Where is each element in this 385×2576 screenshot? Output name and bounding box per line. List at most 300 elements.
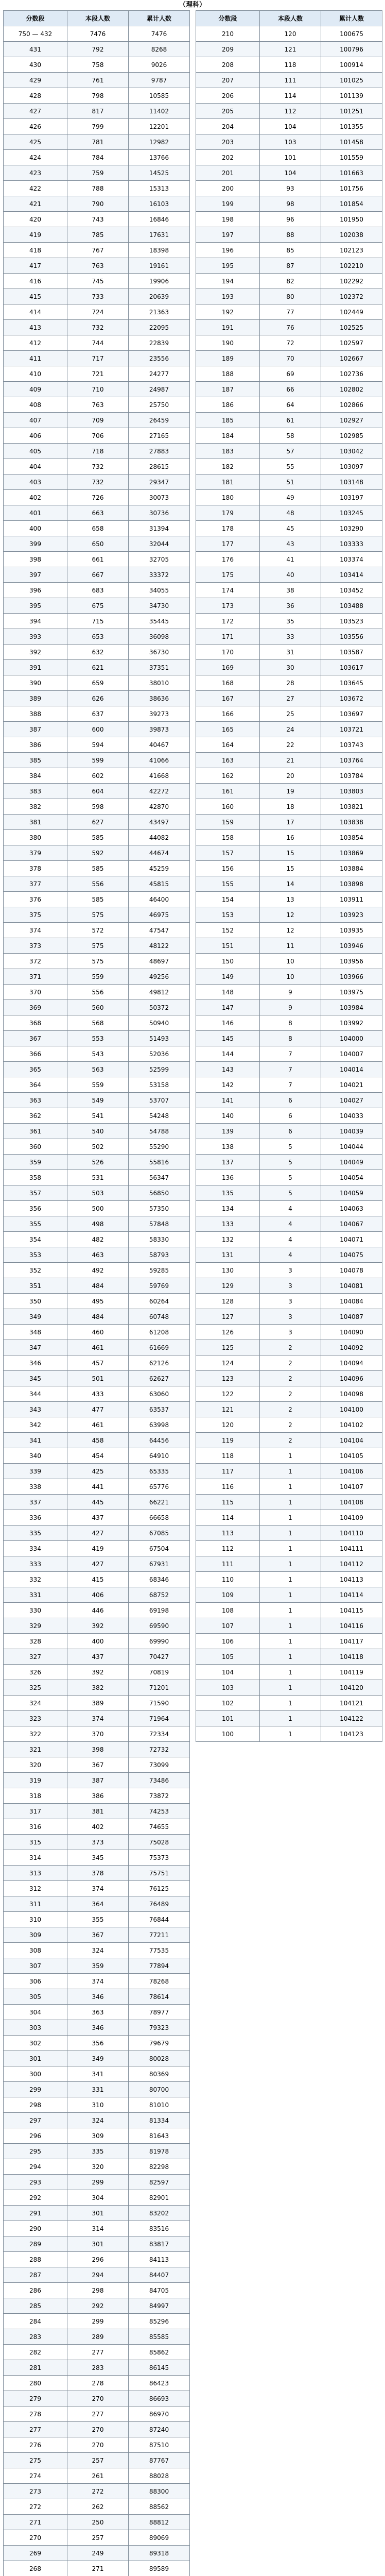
- segment-count-cell: 2: [260, 1340, 321, 1355]
- score-cell: 272: [4, 2499, 67, 2515]
- segment-count-cell: 82: [260, 274, 321, 289]
- score-cell: 366: [4, 1046, 67, 1062]
- cumulative-count-cell: 103975: [321, 985, 382, 1000]
- segment-count-cell: 261: [67, 2468, 129, 2484]
- cumulative-count-cell: 9026: [129, 57, 190, 73]
- score-cell: 348: [4, 1325, 67, 1340]
- cumulative-count-cell: 71590: [129, 1696, 190, 1711]
- cumulative-count-cell: 43497: [129, 815, 190, 830]
- score-cell: 429: [4, 73, 67, 88]
- score-cell: 297: [4, 2113, 67, 2128]
- table-row: [196, 876, 382, 892]
- table-row: [196, 397, 382, 413]
- cumulative-count-cell: 80369: [129, 2066, 190, 2082]
- segment-count-cell: 301: [67, 2206, 129, 2221]
- header-cumulative-count: 累计人数: [321, 11, 382, 26]
- score-cell: 405: [4, 444, 67, 459]
- table-row: [4, 1556, 190, 1572]
- table-row: [4, 1927, 190, 1943]
- table-row: [4, 2329, 190, 2345]
- table-row: [196, 954, 382, 969]
- segment-count-cell: 370: [67, 1726, 129, 1742]
- score-cell: 347: [4, 1340, 67, 1355]
- score-cell: 299: [4, 2082, 67, 2097]
- table-row: [4, 1479, 190, 1495]
- segment-count-cell: 798: [67, 88, 129, 104]
- score-cell: 163: [196, 753, 260, 768]
- cumulative-count-cell: 103854: [321, 830, 382, 845]
- segment-count-cell: 5: [260, 1185, 321, 1201]
- segment-count-cell: 374: [67, 1711, 129, 1726]
- cumulative-count-cell: 24987: [129, 382, 190, 397]
- score-cell: 274: [4, 2468, 67, 2484]
- cumulative-count-cell: 103333: [321, 536, 382, 552]
- segment-count-cell: 709: [67, 413, 129, 428]
- cumulative-count-cell: 104098: [321, 1386, 382, 1402]
- table-row: [4, 2484, 190, 2499]
- segment-count-cell: 16: [260, 830, 321, 845]
- score-cell: 197: [196, 227, 260, 243]
- table-row: [4, 1170, 190, 1185]
- score-cell: 424: [4, 150, 67, 165]
- table-row: [4, 1680, 190, 1696]
- segment-count-cell: 2: [260, 1417, 321, 1433]
- score-cell: 116: [196, 1479, 260, 1495]
- segment-count-cell: 363: [67, 2005, 129, 2020]
- score-cell: 339: [4, 1464, 67, 1479]
- table-row: [196, 150, 382, 165]
- segment-count-cell: 10: [260, 954, 321, 969]
- cumulative-count-cell: 31394: [129, 521, 190, 536]
- table-row: [4, 1294, 190, 1309]
- segment-count-cell: 12: [260, 923, 321, 938]
- segment-count-cell: 112: [260, 104, 321, 119]
- score-cell: 138: [196, 1139, 260, 1155]
- cumulative-count-cell: 57848: [129, 1216, 190, 1232]
- cumulative-count-cell: 88562: [129, 2499, 190, 2515]
- cumulative-count-cell: 87240: [129, 2422, 190, 2437]
- table-row: [4, 1572, 190, 1587]
- table-row: [196, 629, 382, 645]
- segment-count-cell: 594: [67, 737, 129, 753]
- table-row: [4, 2530, 190, 2546]
- cumulative-count-cell: 72334: [129, 1726, 190, 1742]
- table-row: [4, 2206, 190, 2221]
- score-cell: 284: [4, 2314, 67, 2329]
- score-cell: 377: [4, 876, 67, 892]
- table-row: [4, 1093, 190, 1108]
- cumulative-count-cell: 85296: [129, 2314, 190, 2329]
- score-cell: 332: [4, 1572, 67, 1587]
- segment-count-cell: 767: [67, 243, 129, 258]
- segment-count-cell: 373: [67, 1835, 129, 1850]
- table-row: [196, 1402, 382, 1417]
- cumulative-count-cell: 104107: [321, 1479, 382, 1495]
- score-cell: 380: [4, 830, 67, 845]
- table-row: [196, 304, 382, 320]
- score-cell: 282: [4, 2345, 67, 2360]
- cumulative-count-cell: 103984: [321, 1000, 382, 1015]
- cumulative-count-cell: 104021: [321, 1077, 382, 1093]
- score-cell: 391: [4, 660, 67, 675]
- score-cell: 151: [196, 938, 260, 954]
- score-cell: 202: [196, 150, 260, 165]
- score-cell: 368: [4, 1015, 67, 1031]
- table-row: [4, 1974, 190, 1989]
- cumulative-count-cell: 86423: [129, 2376, 190, 2391]
- table-row: [196, 1108, 382, 1124]
- table-row: [196, 1247, 382, 1263]
- table-row: [4, 1263, 190, 1278]
- segment-count-cell: 271: [67, 2561, 129, 2576]
- table-row: [196, 892, 382, 907]
- segment-count-cell: 437: [67, 1510, 129, 1526]
- cumulative-count-cell: 61669: [129, 1340, 190, 1355]
- score-cell: 288: [4, 2252, 67, 2267]
- cumulative-count-cell: 104108: [321, 1495, 382, 1510]
- cumulative-count-cell: 102292: [321, 274, 382, 289]
- segment-count-cell: 7: [260, 1046, 321, 1062]
- table-row: [196, 1634, 382, 1649]
- score-cell: 139: [196, 1124, 260, 1139]
- segment-count-cell: 294: [67, 2267, 129, 2283]
- score-cell: 123: [196, 1371, 260, 1386]
- table-row: [4, 2406, 190, 2422]
- cumulative-count-cell: 69590: [129, 1618, 190, 1634]
- table-row: [196, 1541, 382, 1556]
- cumulative-count-cell: 81334: [129, 2113, 190, 2128]
- score-cell: 427: [4, 104, 67, 119]
- cumulative-count-cell: 82298: [129, 2159, 190, 2175]
- cumulative-count-cell: 80700: [129, 2082, 190, 2097]
- score-cell: 204: [196, 119, 260, 134]
- score-cell: 118: [196, 1448, 260, 1464]
- table-row: [4, 969, 190, 985]
- score-cell: 388: [4, 706, 67, 722]
- score-cell: 385: [4, 753, 67, 768]
- score-cell: 129: [196, 1278, 260, 1294]
- segment-count-cell: 1: [260, 1526, 321, 1541]
- segment-count-cell: 88: [260, 227, 321, 243]
- segment-count-cell: 51: [260, 474, 321, 490]
- table-row: [4, 42, 190, 57]
- segment-count-cell: 592: [67, 845, 129, 861]
- cumulative-count-cell: 104105: [321, 1448, 382, 1464]
- table-row: [4, 2345, 190, 2360]
- table-row: [196, 861, 382, 876]
- table-row: [196, 1726, 382, 1742]
- cumulative-count-cell: 71964: [129, 1711, 190, 1726]
- cumulative-count-cell: 19906: [129, 274, 190, 289]
- score-cell: 132: [196, 1232, 260, 1247]
- segment-count-cell: 17: [260, 815, 321, 830]
- table-row: [4, 444, 190, 459]
- score-cell: 101: [196, 1711, 260, 1726]
- table-row: [4, 1618, 190, 1634]
- table-row: [196, 42, 382, 57]
- segment-count-cell: 598: [67, 799, 129, 815]
- cumulative-count-cell: 104121: [321, 1696, 382, 1711]
- table-row: [196, 1572, 382, 1587]
- segment-count-cell: 4: [260, 1232, 321, 1247]
- score-cell: 184: [196, 428, 260, 444]
- score-cell: 396: [4, 583, 67, 598]
- table-row: [196, 459, 382, 474]
- cumulative-count-cell: 52599: [129, 1062, 190, 1077]
- cumulative-count-cell: 104123: [321, 1726, 382, 1742]
- cumulative-count-cell: 67931: [129, 1556, 190, 1572]
- segment-count-cell: 341: [67, 2066, 129, 2082]
- cumulative-count-cell: 84997: [129, 2298, 190, 2314]
- segment-count-cell: 98: [260, 196, 321, 212]
- score-cell: 426: [4, 119, 67, 134]
- table-row: [4, 474, 190, 490]
- table-row: [4, 1124, 190, 1139]
- table-row: [4, 583, 190, 598]
- table-row: [4, 1866, 190, 1881]
- cumulative-count-cell: 104114: [321, 1587, 382, 1603]
- table-row: [4, 1804, 190, 1819]
- cumulative-count-cell: 60748: [129, 1309, 190, 1325]
- segment-count-cell: 484: [67, 1278, 129, 1294]
- score-cell: 179: [196, 505, 260, 521]
- segment-count-cell: 460: [67, 1325, 129, 1340]
- segment-count-cell: 3: [260, 1263, 321, 1278]
- score-cell: 375: [4, 907, 67, 923]
- segment-count-cell: 446: [67, 1603, 129, 1618]
- segment-count-cell: 111: [260, 73, 321, 88]
- header-score-range: 分数段: [196, 11, 260, 26]
- score-cell: 422: [4, 181, 67, 196]
- score-cell: 146: [196, 1015, 260, 1031]
- cumulative-count-cell: 103414: [321, 567, 382, 583]
- score-cell: 158: [196, 830, 260, 845]
- table-row: [4, 2422, 190, 2437]
- cumulative-count-cell: 79679: [129, 2036, 190, 2051]
- table-row: [4, 1340, 190, 1355]
- segment-count-cell: 80: [260, 289, 321, 304]
- segment-count-cell: 500: [67, 1201, 129, 1216]
- score-cell: 131: [196, 1247, 260, 1263]
- header-segment-count: 本段人数: [260, 11, 321, 26]
- score-cell: 192: [196, 304, 260, 320]
- score-cell: 273: [4, 2484, 67, 2499]
- cumulative-count-cell: 11402: [129, 104, 190, 119]
- cumulative-count-cell: 51493: [129, 1031, 190, 1046]
- segment-count-cell: 427: [67, 1526, 129, 1541]
- table-row: [196, 675, 382, 691]
- score-cell: 319: [4, 1773, 67, 1788]
- cumulative-count-cell: 86970: [129, 2406, 190, 2422]
- segment-count-cell: 346: [67, 1989, 129, 2005]
- cumulative-count-cell: 104075: [321, 1247, 382, 1263]
- cumulative-count-cell: 83202: [129, 2206, 190, 2221]
- segment-count-cell: 101: [260, 150, 321, 165]
- cumulative-count-cell: 104106: [321, 1464, 382, 1479]
- score-cell: 149: [196, 969, 260, 985]
- segment-count-cell: 733: [67, 289, 129, 304]
- cumulative-count-cell: 103587: [321, 645, 382, 660]
- table-row: [196, 552, 382, 567]
- segment-count-cell: 599: [67, 753, 129, 768]
- segment-count-cell: 406: [67, 1587, 129, 1603]
- score-cell: 340: [4, 1448, 67, 1464]
- cumulative-count-cell: 13766: [129, 150, 190, 165]
- score-cell: 174: [196, 583, 260, 598]
- cumulative-count-cell: 32705: [129, 552, 190, 567]
- cumulative-count-cell: 81010: [129, 2097, 190, 2113]
- score-cell: 199: [196, 196, 260, 212]
- segment-count-cell: 650: [67, 536, 129, 552]
- table-row: [196, 88, 382, 104]
- table-row: [4, 1850, 190, 1866]
- table-row: [196, 274, 382, 289]
- cumulative-count-cell: 104120: [321, 1680, 382, 1696]
- cumulative-count-cell: 103784: [321, 768, 382, 784]
- segment-count-cell: 382: [67, 1680, 129, 1696]
- segment-count-cell: 20: [260, 768, 321, 784]
- segment-count-cell: 114: [260, 88, 321, 104]
- table-row: [4, 2314, 190, 2329]
- table-row: [4, 134, 190, 150]
- table-row: [196, 165, 382, 181]
- score-cell: 104: [196, 1665, 260, 1680]
- cumulative-count-cell: 75751: [129, 1866, 190, 1881]
- cumulative-count-cell: 38636: [129, 691, 190, 706]
- score-cell: 410: [4, 366, 67, 382]
- cumulative-count-cell: 104054: [321, 1170, 382, 1185]
- cumulative-count-cell: 81643: [129, 2128, 190, 2144]
- table-row: [4, 737, 190, 753]
- cumulative-count-cell: 78614: [129, 1989, 190, 2005]
- segment-count-cell: 87: [260, 258, 321, 274]
- score-cell: 416: [4, 274, 67, 289]
- cumulative-count-cell: 103743: [321, 737, 382, 753]
- score-cell: 189: [196, 351, 260, 366]
- table-row: [196, 57, 382, 73]
- score-cell: 401: [4, 505, 67, 521]
- segment-count-cell: 38: [260, 583, 321, 598]
- table-row: [4, 2376, 190, 2391]
- table-row: [196, 722, 382, 737]
- segment-count-cell: 19: [260, 784, 321, 799]
- segment-count-cell: 283: [67, 2360, 129, 2376]
- score-cell: 310: [4, 1912, 67, 1927]
- score-cell: 381: [4, 815, 67, 830]
- score-cell: 285: [4, 2298, 67, 2314]
- score-cell: 379: [4, 845, 67, 861]
- score-cell: 353: [4, 1247, 67, 1263]
- score-cell: 194: [196, 274, 260, 289]
- table-row: [196, 1031, 382, 1046]
- score-cell: 207: [196, 73, 260, 88]
- cumulative-count-cell: 104078: [321, 1263, 382, 1278]
- segment-count-cell: 33: [260, 629, 321, 645]
- cumulative-count-cell: 102597: [321, 335, 382, 351]
- table-row: [4, 1325, 190, 1340]
- cumulative-count-cell: 69198: [129, 1603, 190, 1618]
- table-row: [196, 196, 382, 212]
- cumulative-count-cell: 68752: [129, 1587, 190, 1603]
- score-cell: 364: [4, 1077, 67, 1093]
- score-cell: 359: [4, 1155, 67, 1170]
- segment-count-cell: 477: [67, 1402, 129, 1417]
- table-row: [4, 768, 190, 784]
- segment-count-cell: 381: [67, 1804, 129, 1819]
- table-row: [4, 150, 190, 165]
- cumulative-count-cell: 17631: [129, 227, 190, 243]
- cumulative-count-cell: 20639: [129, 289, 190, 304]
- table-row: [4, 2051, 190, 2066]
- score-cell: 421: [4, 196, 67, 212]
- header-score-range: 分数段: [4, 11, 67, 26]
- score-cell: 208: [196, 57, 260, 73]
- segment-count-cell: 309: [67, 2128, 129, 2144]
- cumulative-count-cell: 24277: [129, 366, 190, 382]
- table-row: [196, 428, 382, 444]
- table-row: [4, 1958, 190, 1974]
- table-row: [4, 753, 190, 768]
- table-row: [4, 1665, 190, 1680]
- cumulative-count-cell: 104084: [321, 1294, 382, 1309]
- table-row: [4, 181, 190, 196]
- cumulative-count-cell: 84113: [129, 2252, 190, 2267]
- segment-count-cell: 626: [67, 691, 129, 706]
- segment-count-cell: 502: [67, 1139, 129, 1155]
- segment-count-cell: 1: [260, 1479, 321, 1495]
- segment-count-cell: 1: [260, 1649, 321, 1665]
- score-cell: 276: [4, 2437, 67, 2453]
- score-cell: 180: [196, 490, 260, 505]
- score-cell: 156: [196, 861, 260, 876]
- table-row: [196, 1170, 382, 1185]
- score-cell: 125: [196, 1340, 260, 1355]
- segment-count-cell: 36: [260, 598, 321, 614]
- score-cell: 393: [4, 629, 67, 645]
- cumulative-count-cell: 45259: [129, 861, 190, 876]
- segment-count-cell: 758: [67, 57, 129, 73]
- score-cell: 141: [196, 1093, 260, 1108]
- segment-count-cell: 292: [67, 2298, 129, 2314]
- segment-count-cell: 374: [67, 1974, 129, 1989]
- cumulative-count-cell: 103097: [321, 459, 382, 474]
- segment-count-cell: 7: [260, 1062, 321, 1077]
- table-row: [4, 1603, 190, 1618]
- cumulative-count-cell: 16846: [129, 212, 190, 227]
- segment-count-cell: 553: [67, 1031, 129, 1046]
- segment-count-cell: 763: [67, 397, 129, 413]
- score-cell: 428: [4, 88, 67, 104]
- cumulative-count-cell: 88300: [129, 2484, 190, 2499]
- table-row: [4, 1000, 190, 1015]
- cumulative-count-cell: 14525: [129, 165, 190, 181]
- segment-count-cell: 531: [67, 1170, 129, 1185]
- score-cell: 120: [196, 1417, 260, 1433]
- table-row: [4, 2546, 190, 2561]
- segment-count-cell: 1: [260, 1556, 321, 1572]
- table-row: [4, 1726, 190, 1742]
- score-cell: 414: [4, 304, 67, 320]
- cumulative-count-cell: 104111: [321, 1541, 382, 1556]
- table-row: [196, 212, 382, 227]
- segment-count-cell: 70: [260, 351, 321, 366]
- table-row: [4, 2221, 190, 2236]
- score-cell: 397: [4, 567, 67, 583]
- cumulative-count-cell: 64456: [129, 1433, 190, 1448]
- table-row: [196, 1355, 382, 1371]
- score-cell: 121: [196, 1402, 260, 1417]
- segment-count-cell: 658: [67, 521, 129, 536]
